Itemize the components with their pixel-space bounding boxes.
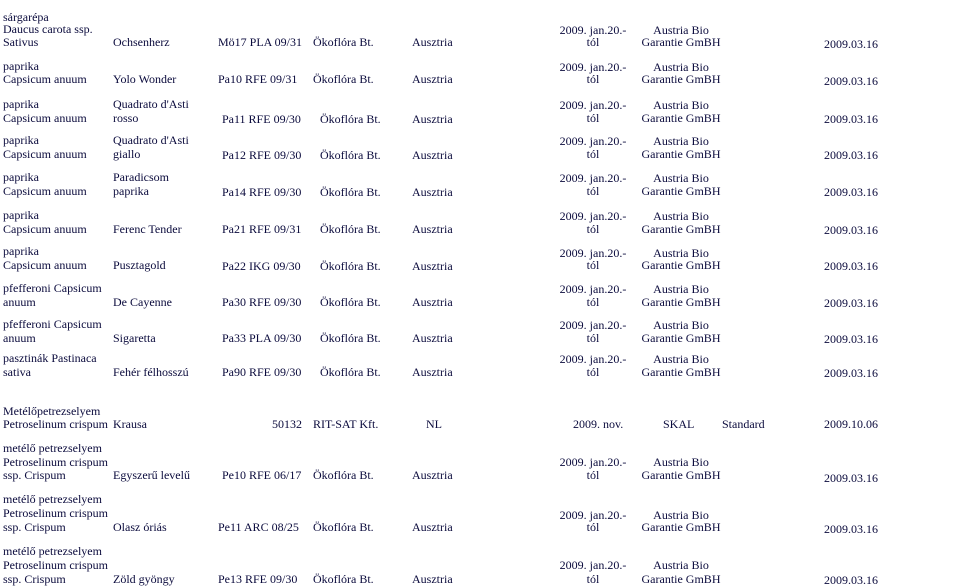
certifier-name-cont: Garantie GmBH (641, 520, 721, 534)
species-common-name: paprika (3, 59, 39, 73)
species-common-name: paprika (3, 170, 39, 184)
company-name: Ökoflóra Bt. (313, 468, 374, 482)
company-name: Ökoflóra Bt. (320, 185, 381, 199)
species-common-name: pasztinák Pastinaca (3, 351, 97, 365)
end-date: 2009.03.16 (824, 332, 878, 346)
species-latin-name: anuum (3, 295, 36, 309)
valid-from-date: 2009. jan.20.- (559, 171, 627, 185)
lot-code: 50132 (272, 417, 302, 431)
company-name: Ökoflóra Bt. (320, 365, 381, 379)
variety-name: Quadrato d'Asti (113, 97, 189, 111)
certifier-name-cont: Garantie GmBH (641, 72, 721, 86)
certifier-name: Austria Bio (653, 171, 709, 185)
status-label: Standard (722, 417, 765, 431)
variety-name-cont: rosso (113, 111, 139, 125)
valid-from-suffix: tól (586, 184, 600, 198)
lot-code: Pa90 RFE 09/30 (222, 365, 302, 379)
company-name: Ökoflóra Bt. (320, 112, 381, 126)
lot-code: Pa14 RFE 09/30 (222, 185, 302, 199)
certifier-name: Austria Bio (653, 134, 709, 148)
variety-name: Yolo Wonder (113, 72, 177, 86)
end-date: 2009.03.16 (824, 148, 878, 162)
valid-from-suffix: tól (586, 572, 600, 586)
certifier-name: Austria Bio (653, 455, 709, 469)
company-name: Ökoflóra Bt. (313, 572, 374, 586)
species-latin-name: Petroselinum crispum (3, 506, 108, 520)
variety-name: Krausa (113, 417, 147, 431)
species-common-name: sárgarépa (3, 10, 49, 24)
company-name: Ökoflóra Bt. (313, 72, 374, 86)
species-latin-name: Capsicum anuum (3, 184, 87, 198)
valid-from-date: 2009. jan.20.- (559, 558, 627, 572)
variety-name: Egyszerű levelű (113, 468, 190, 482)
variety-name-cont: paprika (113, 184, 149, 198)
valid-from-date: 2009. jan.20.- (559, 60, 627, 74)
certifier-name: Austria Bio (653, 352, 709, 366)
certifier-name-cont: Garantie GmBH (641, 111, 721, 125)
country: Ausztria (412, 259, 453, 273)
valid-from-suffix: tól (586, 35, 600, 49)
certifier-name: Austria Bio (653, 282, 709, 296)
company-name: Ökoflóra Bt. (320, 295, 381, 309)
lot-code: Pa10 RFE 09/31 (218, 72, 298, 86)
end-date: 2009.10.06 (824, 417, 878, 431)
certifier-name-cont: Garantie GmBH (641, 295, 721, 309)
species-latin-name: Daucus carota ssp. (3, 22, 93, 36)
certifier-name-cont: Garantie GmBH (641, 258, 721, 272)
certifier-name: Austria Bio (653, 508, 709, 522)
certifier-name: Austria Bio (653, 318, 709, 332)
valid-from-suffix: tól (586, 468, 600, 482)
country: Ausztria (412, 365, 453, 379)
valid-from-suffix: tól (586, 331, 600, 345)
species-latin-name: sativa (3, 365, 31, 379)
certifier-name-cont: Garantie GmBH (641, 147, 721, 161)
variety-name: De Cayenne (113, 295, 172, 309)
certifier-name-cont: Garantie GmBH (641, 365, 721, 379)
company-name: Ökoflóra Bt. (320, 222, 381, 236)
valid-from-date: 2009. jan.20.- (559, 318, 627, 332)
valid-from-date: 2009. jan.20.- (559, 209, 627, 223)
certifier-name: Austria Bio (653, 23, 709, 37)
species-latin-name: Capsicum anuum (3, 222, 87, 236)
valid-from-suffix: tól (586, 222, 600, 236)
variety-name: Sigaretta (113, 331, 156, 345)
variety-name-cont: giallo (113, 147, 141, 161)
valid-from-date: 2009. jan.20.- (559, 23, 627, 37)
lot-code: Pa11 RFE 09/30 (222, 112, 301, 126)
species-common-name: metélő petrezselyem (3, 492, 102, 506)
species-latin-name: Capsicum anuum (3, 147, 87, 161)
species-latin-name: Petroselinum crispum (3, 455, 108, 469)
country: Ausztria (412, 222, 453, 236)
lot-code: Pa22 IKG 09/30 (222, 259, 301, 273)
variety-name: Ferenc Tender (113, 222, 182, 236)
species-latin-name: Petroselinum crispum (3, 417, 108, 431)
valid-from-date: 2009. jan.20.- (559, 352, 627, 366)
lot-code: Mö17 PLA 09/31 (218, 35, 303, 49)
lot-code: Pa21 RFE 09/31 (222, 222, 302, 236)
end-date: 2009.03.16 (824, 223, 878, 237)
certifier-name-cont: Garantie GmBH (641, 35, 721, 49)
country: Ausztria (412, 295, 453, 309)
species-common-name: paprika (3, 97, 39, 111)
variety-name: Zöld gyöngy (113, 572, 175, 586)
certifier-name: Austria Bio (653, 558, 709, 572)
lot-code: Pa30 RFE 09/30 (222, 295, 302, 309)
variety-name: Ochsenherz (113, 35, 170, 49)
species-common-name: metélő petrezselyem (3, 441, 102, 455)
valid-from-suffix: tól (586, 111, 600, 125)
country: Ausztria (412, 572, 453, 586)
valid-from-suffix: tól (586, 258, 600, 272)
valid-from-date: 2009. jan.20.- (559, 282, 627, 296)
valid-from-suffix: tól (586, 72, 600, 86)
country: Ausztria (412, 35, 453, 49)
country: Ausztria (412, 331, 453, 345)
species-common-name: paprika (3, 208, 39, 222)
country: Ausztria (412, 148, 453, 162)
lot-code: Pa33 PLA 09/30 (222, 331, 302, 345)
country: Ausztria (412, 468, 453, 482)
valid-from-date: 2009. jan.20.- (559, 134, 627, 148)
country: Ausztria (412, 520, 453, 534)
variety-name: Olasz óriás (113, 520, 167, 534)
certifier-name-cont: Garantie GmBH (641, 184, 721, 198)
company-name: Ökoflóra Bt. (313, 520, 374, 534)
end-date: 2009.03.16 (824, 366, 878, 380)
end-date: 2009.03.16 (824, 573, 878, 587)
lot-code: Pe11 ARC 08/25 (218, 520, 299, 534)
species-latin-name: anuum (3, 331, 36, 345)
company-name: RIT-SAT Kft. (313, 417, 379, 431)
company-name: Ökoflóra Bt. (320, 331, 381, 345)
end-date: 2009.03.16 (824, 522, 878, 536)
company-name: Ökoflóra Bt. (313, 35, 374, 49)
species-common-name: pfefferoni Capsicum (3, 317, 102, 331)
valid-from-suffix: tól (586, 520, 600, 534)
species-common-name: Metélőpetrezselyem (3, 404, 101, 418)
country: Ausztria (412, 72, 453, 86)
company-name: Ökoflóra Bt. (320, 259, 381, 273)
valid-from-suffix: tól (586, 365, 600, 379)
certifier-name-cont: Garantie GmBH (641, 572, 721, 586)
end-date: 2009.03.16 (824, 259, 878, 273)
end-date: 2009.03.16 (824, 185, 878, 199)
species-common-name: paprika (3, 244, 39, 258)
valid-from-date: 2009. jan.20.- (559, 98, 627, 112)
species-common-name: pfefferoni Capsicum (3, 281, 102, 295)
certifier-name: Austria Bio (653, 209, 709, 223)
certifier-name: Austria Bio (653, 98, 709, 112)
lot-code: Pe13 RFE 09/30 (218, 572, 298, 586)
valid-from-suffix: tól (586, 147, 600, 161)
species-latin-name-cont: ssp. Crispum (3, 468, 66, 482)
variety-name: Pusztagold (113, 258, 166, 272)
company-name: Ökoflóra Bt. (320, 148, 381, 162)
species-latin-name-cont: ssp. Crispum (3, 572, 66, 586)
valid-from-date: 2009. jan.20.- (559, 455, 627, 469)
valid-from-date: 2009. nov. (573, 417, 624, 431)
certifier-name: Austria Bio (653, 60, 709, 74)
country: Ausztria (412, 112, 453, 126)
certifier-name: Austria Bio (653, 246, 709, 260)
variety-name: Quadrato d'Asti (113, 133, 189, 147)
lot-code: Pe10 RFE 06/17 (222, 468, 302, 482)
species-latin-name: Capsicum anuum (3, 258, 87, 272)
variety-name: Fehér félhosszú (113, 365, 189, 379)
certifier-name-cont: Garantie GmBH (641, 331, 721, 345)
certifier-name-cont: Garantie GmBH (641, 222, 721, 236)
country: Ausztria (412, 185, 453, 199)
species-latin-name: Petroselinum crispum (3, 558, 108, 572)
end-date: 2009.03.16 (824, 74, 878, 88)
species-latin-name: Capsicum anuum (3, 72, 87, 86)
certifier-name: SKAL (663, 417, 695, 431)
species-latin-name-cont: ssp. Crispum (3, 520, 66, 534)
end-date: 2009.03.16 (824, 37, 878, 51)
species-common-name: paprika (3, 133, 39, 147)
end-date: 2009.03.16 (824, 471, 878, 485)
species-latin-name-cont: Sativus (3, 35, 39, 49)
valid-from-suffix: tól (586, 295, 600, 309)
valid-from-date: 2009. jan.20.- (559, 246, 627, 260)
certifier-name-cont: Garantie GmBH (641, 468, 721, 482)
species-common-name: metélő petrezselyem (3, 544, 102, 558)
valid-from-date: 2009. jan.20.- (559, 508, 627, 522)
country: NL (426, 417, 442, 431)
end-date: 2009.03.16 (824, 296, 878, 310)
species-latin-name: Capsicum anuum (3, 111, 87, 125)
variety-name: Paradicsom (113, 170, 169, 184)
lot-code: Pa12 RFE 09/30 (222, 148, 302, 162)
end-date: 2009.03.16 (824, 112, 878, 126)
